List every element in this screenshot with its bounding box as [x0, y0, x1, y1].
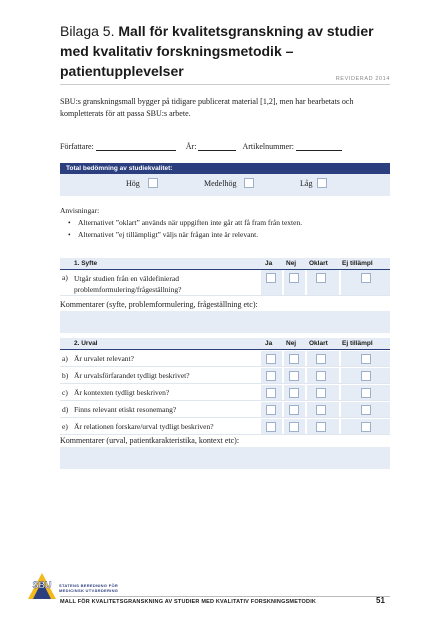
checkbox-not-applicable[interactable]	[361, 388, 371, 398]
instructions-heading: Anvisningar:	[60, 206, 100, 215]
logo-text: SBU	[32, 580, 52, 590]
cell-no	[284, 368, 305, 383]
checkbox-unclear[interactable]	[316, 371, 326, 381]
cell-no	[284, 351, 305, 366]
author-label: Författare:	[60, 142, 94, 151]
checkbox-yes[interactable]	[266, 273, 276, 283]
checkbox-yes[interactable]	[266, 388, 276, 398]
question-number: a)	[62, 273, 68, 282]
cell-unclear	[307, 385, 339, 400]
checkbox-not-applicable[interactable]	[361, 273, 371, 283]
overall-panel	[60, 174, 390, 196]
checkbox-yes[interactable]	[266, 405, 276, 415]
title-main: Mall för kvalitetsgranskning av studier med kvalitativ forskningsmetodik – patientupplevelser	[60, 23, 374, 79]
checkbox-unclear[interactable]	[316, 405, 326, 415]
column-unclear: Oklart	[309, 340, 328, 347]
option-medium-label: Medelhög	[204, 179, 237, 188]
article-label: Artikelnummer:	[242, 142, 294, 151]
checkbox-not-applicable[interactable]	[361, 371, 371, 381]
question-number: a)	[62, 354, 68, 363]
checkbox-yes[interactable]	[266, 422, 276, 432]
column-not-applicable: Ej tillämpl	[342, 260, 373, 267]
cell-unclear	[307, 351, 339, 366]
question-row	[60, 402, 390, 418]
checkbox-no[interactable]	[289, 422, 299, 432]
column-yes: Ja	[265, 340, 273, 347]
option-high-checkbox[interactable]	[148, 178, 158, 188]
checkbox-no[interactable]	[289, 354, 299, 364]
checkbox-yes[interactable]	[266, 371, 276, 381]
footer-divider	[60, 596, 390, 597]
checkbox-no[interactable]	[289, 371, 299, 381]
checkbox-no[interactable]	[289, 388, 299, 398]
revised-label: REVIDERAD 2014	[335, 76, 390, 82]
checkbox-yes[interactable]	[266, 354, 276, 364]
cell-not-applicable	[341, 402, 390, 417]
question-text: Är urvalsförfarandet tydligt beskrivet?	[74, 371, 190, 380]
comment-field[interactable]	[60, 311, 390, 333]
cell-not-applicable	[341, 419, 390, 434]
page-title	[60, 22, 400, 82]
meta-fields	[60, 141, 390, 151]
column-yes: Ja	[265, 260, 273, 267]
question-line: problemformulering/frågeställning?	[74, 285, 182, 294]
sbu-logo	[27, 572, 57, 605]
cell-yes	[261, 270, 282, 295]
org-line: MEDICINSK UTVÄRDERING	[59, 588, 119, 593]
question-row	[60, 270, 390, 296]
cell-no	[284, 419, 305, 434]
cell-unclear	[307, 402, 339, 417]
checkbox-not-applicable[interactable]	[361, 422, 371, 432]
question-text: Finns relevant etiskt resonemang?	[74, 405, 177, 414]
appendix-label: Bilaga 5.	[60, 23, 119, 39]
question-number: d)	[62, 405, 69, 414]
org-line: STATENS BEREDNING FÖR	[59, 583, 119, 588]
question-row	[60, 385, 390, 401]
comment-label: Kommentarer (urval, patientkarakteristika, kontext etc):	[60, 436, 240, 445]
column-no: Nej	[286, 340, 297, 347]
cell-no	[284, 402, 305, 417]
checkbox-unclear[interactable]	[316, 354, 326, 364]
question-number: c)	[62, 388, 68, 397]
cell-yes	[261, 402, 282, 417]
comment-label: Kommentarer (syfte, problemformulering, frågeställning etc):	[60, 300, 258, 309]
cell-not-applicable	[341, 270, 390, 295]
checkbox-not-applicable[interactable]	[361, 405, 371, 415]
author-field[interactable]	[96, 141, 176, 151]
divider	[60, 84, 390, 85]
column-unclear: Oklart	[309, 260, 328, 267]
question-text: Är urvalet relevant?	[74, 354, 134, 363]
question-row	[60, 368, 390, 384]
cell-yes	[261, 419, 282, 434]
cell-no	[284, 270, 305, 295]
cell-not-applicable	[341, 351, 390, 366]
instruction-item: • Alternativet ”ej tillämpligt” väljs när frågan inte är relevant.	[70, 229, 390, 241]
instructions	[60, 205, 390, 241]
option-low-label: Låg	[300, 179, 313, 188]
cell-yes	[261, 385, 282, 400]
question-number: b)	[62, 371, 69, 380]
intro-text: SBU:s granskningsmall bygger på tidigare publicerat material [1,2], men har bearbetats och kompletterats för att passa SBU:s arbete.	[60, 97, 354, 118]
year-label: År:	[185, 142, 197, 151]
cell-unclear	[307, 368, 339, 383]
sbu-logo-icon	[27, 572, 57, 600]
question-text: Är relationen forskare/urval tydligt beskriven?	[74, 422, 214, 431]
column-not-applicable: Ej tillämpl	[342, 340, 373, 347]
instruction-item: • Alternativet ”oklart” används när uppgiften inte går att få fram från texten.	[70, 217, 390, 229]
page-number: 51	[376, 596, 385, 605]
checkbox-no[interactable]	[289, 405, 299, 415]
column-no: Nej	[286, 260, 297, 267]
checkbox-unclear[interactable]	[316, 422, 326, 432]
comment-field[interactable]	[60, 447, 390, 469]
checkbox-not-applicable[interactable]	[361, 354, 371, 364]
cell-unclear	[307, 270, 339, 295]
cell-not-applicable	[341, 385, 390, 400]
cell-yes	[261, 351, 282, 366]
section-header-urval	[60, 338, 390, 350]
question-text: Är kontexten tydligt beskriven?	[74, 388, 170, 397]
article-field[interactable]	[296, 141, 342, 151]
section-header-syfte	[60, 258, 390, 270]
org-name	[59, 583, 118, 593]
checkbox-unclear[interactable]	[316, 388, 326, 398]
year-field[interactable]	[198, 141, 236, 151]
question-row	[60, 351, 390, 367]
option-low-checkbox[interactable]	[317, 178, 327, 188]
cell-no	[284, 385, 305, 400]
question-row	[60, 419, 390, 435]
footer-title: MALL FÖR KVALITETSGRANSKNING AV STUDIER MED KVALITATIV FORSKNINGSMETODIK	[60, 599, 317, 605]
section-title: 2. Urval	[74, 340, 98, 347]
cell-unclear	[307, 419, 339, 434]
question-line: Utgår studien från en väldefinierad	[74, 274, 179, 283]
option-medium-checkbox[interactable]	[244, 178, 254, 188]
option-high-label: Hög	[126, 179, 140, 188]
section-title: 1. Syfte	[74, 260, 98, 267]
cell-yes	[261, 368, 282, 383]
question-text	[74, 273, 181, 295]
cell-not-applicable	[341, 368, 390, 383]
question-number: e)	[62, 422, 68, 431]
overall-header: Total bedömning av studiekvalitet:	[60, 163, 390, 174]
checkbox-no[interactable]	[289, 273, 299, 283]
checkbox-unclear[interactable]	[316, 273, 326, 283]
